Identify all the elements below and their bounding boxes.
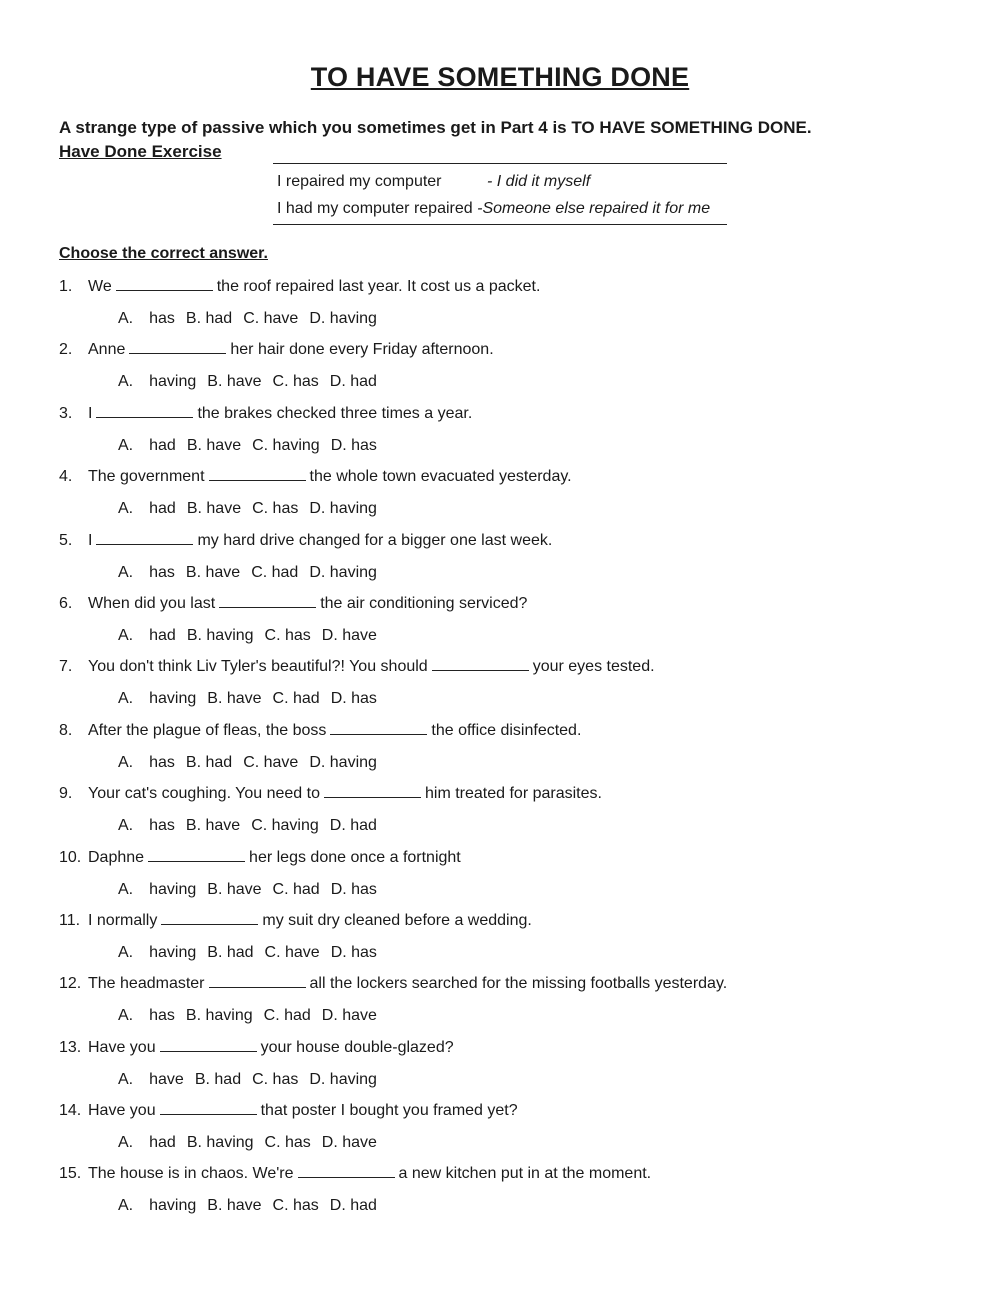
question-text-after: a new kitchen put in at the moment. <box>398 1165 652 1183</box>
answer-option[interactable]: having <box>149 943 197 961</box>
question-stem <box>59 528 552 554</box>
answer-options <box>118 1130 388 1156</box>
question-text-before: Anne <box>88 341 126 359</box>
question-text-before: Have you <box>88 1038 156 1056</box>
question-text-after: the office disinfected. <box>431 721 582 739</box>
answer-option[interactable]: has <box>149 817 175 835</box>
question-number: 11. <box>59 911 81 929</box>
answer-option[interactable]: A. <box>118 1070 134 1088</box>
answer-option[interactable]: having <box>149 373 197 391</box>
answer-options <box>118 369 388 395</box>
answer-blank[interactable] <box>160 1098 257 1115</box>
answer-option[interactable]: D. having <box>309 753 377 771</box>
example-row <box>277 195 727 222</box>
answer-option[interactable]: D. having <box>309 500 377 518</box>
question-list <box>59 274 959 1225</box>
answer-option[interactable]: has <box>149 753 175 771</box>
answer-option[interactable]: C. have <box>264 943 320 961</box>
question-text-after: all the lockers searched for the missing footballs yesterday. <box>309 975 728 993</box>
answer-option[interactable]: D. have <box>321 1007 377 1025</box>
example-row <box>277 168 727 195</box>
question-stem <box>59 591 527 617</box>
answer-option[interactable]: A. <box>118 817 134 835</box>
answer-options <box>118 1193 388 1219</box>
answer-option[interactable]: A. <box>118 626 134 644</box>
answer-blank[interactable] <box>148 845 245 862</box>
answer-option[interactable]: D. having <box>309 563 377 581</box>
question-item <box>59 781 959 844</box>
question-item <box>59 274 959 337</box>
answer-blank[interactable] <box>330 718 427 735</box>
answer-blank[interactable] <box>219 591 316 608</box>
answer-option[interactable]: A. <box>118 690 134 708</box>
answer-option[interactable]: D. has <box>330 880 377 898</box>
answer-option[interactable]: has <box>149 310 175 327</box>
answer-option[interactable]: D. has <box>330 943 377 961</box>
example-sentence: I had my computer repaired <box>277 200 473 217</box>
question-item <box>59 845 959 908</box>
answer-options <box>118 433 388 459</box>
exercise-label: Have Done Exercise <box>59 142 222 161</box>
question-text-before: The government <box>88 468 205 486</box>
question-item <box>59 718 959 781</box>
answer-option[interactable]: C. having <box>251 817 319 835</box>
answer-option[interactable]: have <box>149 1070 184 1088</box>
intro-text: A strange type of passive which you sometimes get in Part 4 is TO HAVE SOMETHING DONE. <box>59 118 812 137</box>
answer-option[interactable]: A. <box>118 753 134 771</box>
answer-option[interactable]: C. has <box>272 1197 319 1215</box>
question-text-after: my hard drive changed for a bigger one last week. <box>197 531 553 549</box>
question-text-before: We <box>88 278 112 295</box>
answer-option[interactable]: C. has <box>272 373 319 391</box>
question-text-before: I normally <box>88 911 158 929</box>
answer-option[interactable]: A. <box>118 310 134 327</box>
question-item <box>59 654 959 717</box>
question-text-after: your house double-glazed? <box>260 1038 454 1056</box>
answer-option[interactable]: C. has <box>252 500 299 518</box>
answer-option[interactable]: B. had <box>194 1070 242 1088</box>
answer-options <box>118 306 388 332</box>
answer-option[interactable]: A. <box>118 943 134 961</box>
answer-option[interactable]: B. have <box>185 563 241 581</box>
answer-option[interactable]: D. having <box>309 310 377 327</box>
question-stem <box>59 1035 454 1061</box>
question-text-before: When did you last <box>88 594 216 612</box>
question-item <box>59 1098 959 1161</box>
question-text-before: Your cat's coughing. You need to <box>88 785 320 803</box>
answer-option[interactable]: D. having <box>309 1070 377 1088</box>
question-text-before: The headmaster <box>88 975 205 993</box>
question-stem <box>59 464 572 490</box>
answer-option[interactable]: B. have <box>185 817 241 835</box>
answer-blank[interactable] <box>209 971 306 988</box>
question-item <box>59 528 959 591</box>
question-item <box>59 591 959 654</box>
question-text-after: him treated for parasites. <box>425 785 602 803</box>
answer-option[interactable]: B. have <box>207 690 262 708</box>
answer-blank[interactable] <box>298 1161 395 1178</box>
answer-option[interactable]: B. had <box>185 310 233 327</box>
answer-option[interactable]: B. have <box>186 500 242 518</box>
question-number: 12. <box>59 975 82 993</box>
answer-option[interactable]: A. <box>118 880 134 898</box>
question-stem <box>59 1098 518 1124</box>
question-item <box>59 1035 959 1098</box>
question-text-after: her hair done every Friday afternoon. <box>230 341 494 359</box>
question-item <box>59 1161 959 1224</box>
question-item <box>59 464 959 527</box>
answer-option[interactable]: B. had <box>185 753 233 771</box>
question-number: 10. <box>59 848 82 866</box>
answer-options <box>118 623 388 649</box>
question-text-after: the air conditioning serviced? <box>320 594 528 612</box>
answer-blank[interactable] <box>96 401 193 418</box>
answer-option[interactable]: C. had <box>263 1007 311 1025</box>
question-text-before: After the plague of fleas, the boss <box>88 721 327 739</box>
question-item <box>59 971 959 1034</box>
answer-option[interactable]: C. have <box>243 310 299 327</box>
answer-option[interactable]: C. had <box>272 880 320 898</box>
answer-option[interactable]: having <box>149 880 197 898</box>
answer-options <box>118 813 388 839</box>
page-title: TO HAVE SOMETHING DONE <box>310 62 690 92</box>
question-item <box>59 401 959 464</box>
question-stem <box>59 971 727 997</box>
answer-option[interactable]: C. having <box>252 436 320 454</box>
question-text-after: my suit dry cleaned before a wedding. <box>262 911 532 929</box>
answer-options <box>118 560 388 586</box>
answer-option[interactable]: A. <box>118 1007 134 1025</box>
answer-option[interactable]: A. <box>118 500 134 518</box>
answer-option[interactable]: C. had <box>251 563 299 581</box>
answer-option[interactable]: D. has <box>330 690 377 708</box>
answer-option[interactable]: A. <box>118 1134 134 1152</box>
answer-option[interactable]: had <box>149 500 176 518</box>
question-text-before: Daphne <box>88 848 145 866</box>
answer-option[interactable]: B. having <box>186 1134 254 1152</box>
answer-option[interactable]: D. have <box>321 626 377 644</box>
question-stem <box>59 274 540 300</box>
question-number: 8. <box>59 721 73 739</box>
question-stem <box>59 401 472 427</box>
answer-option[interactable]: C. has <box>252 1070 299 1088</box>
example-note: -Someone else repaired it for me <box>477 200 711 217</box>
answer-option[interactable]: A. <box>118 373 134 391</box>
question-stem <box>59 718 581 744</box>
answer-option[interactable]: C. had <box>272 690 320 708</box>
question-text-before: Have you <box>88 1102 156 1120</box>
answer-option[interactable]: has <box>149 563 175 581</box>
answer-option[interactable]: D. has <box>330 436 377 454</box>
answer-options <box>118 496 388 522</box>
question-number: 5. <box>59 531 73 549</box>
answer-option[interactable]: B. have <box>207 373 262 391</box>
answer-options <box>118 877 388 903</box>
answer-option[interactable]: B. having <box>185 1007 253 1025</box>
question-text-before: I <box>88 404 93 422</box>
answer-option[interactable]: had <box>149 1134 176 1152</box>
question-item <box>59 337 959 400</box>
example-note: - I did it myself <box>487 173 591 190</box>
question-number: 13. <box>59 1038 82 1056</box>
question-number: 9. <box>59 785 73 803</box>
question-number: 2. <box>59 341 73 359</box>
question-stem <box>59 654 655 680</box>
question-text-after: the whole town evacuated yesterday. <box>309 468 572 486</box>
question-number: 14. <box>59 1102 82 1120</box>
answer-options <box>118 686 388 712</box>
question-text-before: I <box>88 531 93 549</box>
question-number: 3. <box>59 404 73 422</box>
answer-option[interactable]: having <box>149 1197 197 1215</box>
answer-blank[interactable] <box>209 464 306 481</box>
answer-blank[interactable] <box>129 337 226 354</box>
question-stem <box>59 908 532 934</box>
answer-option[interactable]: D. had <box>329 817 377 835</box>
question-number: 4. <box>59 468 73 486</box>
answer-option[interactable]: D. had <box>329 1197 377 1215</box>
answer-option[interactable]: had <box>149 436 176 454</box>
instruction-heading: Choose the correct answer. <box>59 245 268 262</box>
example-sentence: I repaired my computer <box>277 173 442 190</box>
answer-options <box>118 940 388 966</box>
question-text-after: her legs done once a fortnight <box>249 848 461 866</box>
answer-option[interactable]: B. have <box>207 1197 262 1215</box>
answer-blank[interactable] <box>161 908 258 925</box>
answer-option[interactable]: B. had <box>207 943 254 961</box>
question-stem <box>59 1161 651 1187</box>
answer-blank[interactable] <box>324 781 421 798</box>
question-text-after: the brakes checked three times a year. <box>197 404 473 422</box>
question-stem <box>59 781 602 807</box>
answer-option[interactable]: B. having <box>186 626 254 644</box>
question-number: 1. <box>59 278 73 295</box>
question-number: 7. <box>59 658 73 676</box>
answer-option[interactable]: had <box>149 626 176 644</box>
answer-options <box>118 750 388 776</box>
answer-blank[interactable] <box>160 1035 257 1052</box>
question-item <box>59 908 959 971</box>
question-number: 15. <box>59 1165 82 1183</box>
answer-option[interactable]: D. had <box>329 373 377 391</box>
answer-option[interactable]: C. has <box>264 1134 311 1152</box>
answer-blank[interactable] <box>116 274 213 291</box>
example-box <box>273 163 727 225</box>
question-text-after: the roof repaired last year. It cost us a packet. <box>216 278 541 295</box>
answer-blank[interactable] <box>432 654 529 671</box>
answer-option[interactable]: B. have <box>207 880 262 898</box>
question-text-before: The house is in chaos. We're <box>88 1165 294 1183</box>
question-stem <box>59 845 461 871</box>
answer-options <box>118 1067 388 1093</box>
answer-option[interactable]: A. <box>118 436 134 454</box>
answer-option[interactable]: C. has <box>264 626 311 644</box>
question-number: 6. <box>59 594 73 612</box>
question-text-before: You don't think Liv Tyler's beautiful?! You should <box>88 658 428 676</box>
answer-option[interactable]: C. have <box>243 753 299 771</box>
answer-option[interactable]: has <box>149 1007 175 1025</box>
question-stem <box>59 337 494 363</box>
answer-option[interactable]: A. <box>118 563 134 581</box>
answer-option[interactable]: D. have <box>321 1134 377 1152</box>
answer-option[interactable]: having <box>149 690 197 708</box>
answer-option[interactable]: A. <box>118 1197 134 1215</box>
answer-option[interactable]: B. have <box>186 436 242 454</box>
answer-blank[interactable] <box>96 528 193 545</box>
question-text-after: your eyes tested. <box>532 658 655 676</box>
question-text-after: that poster I bought you framed yet? <box>260 1102 518 1120</box>
answer-options <box>118 1003 388 1029</box>
